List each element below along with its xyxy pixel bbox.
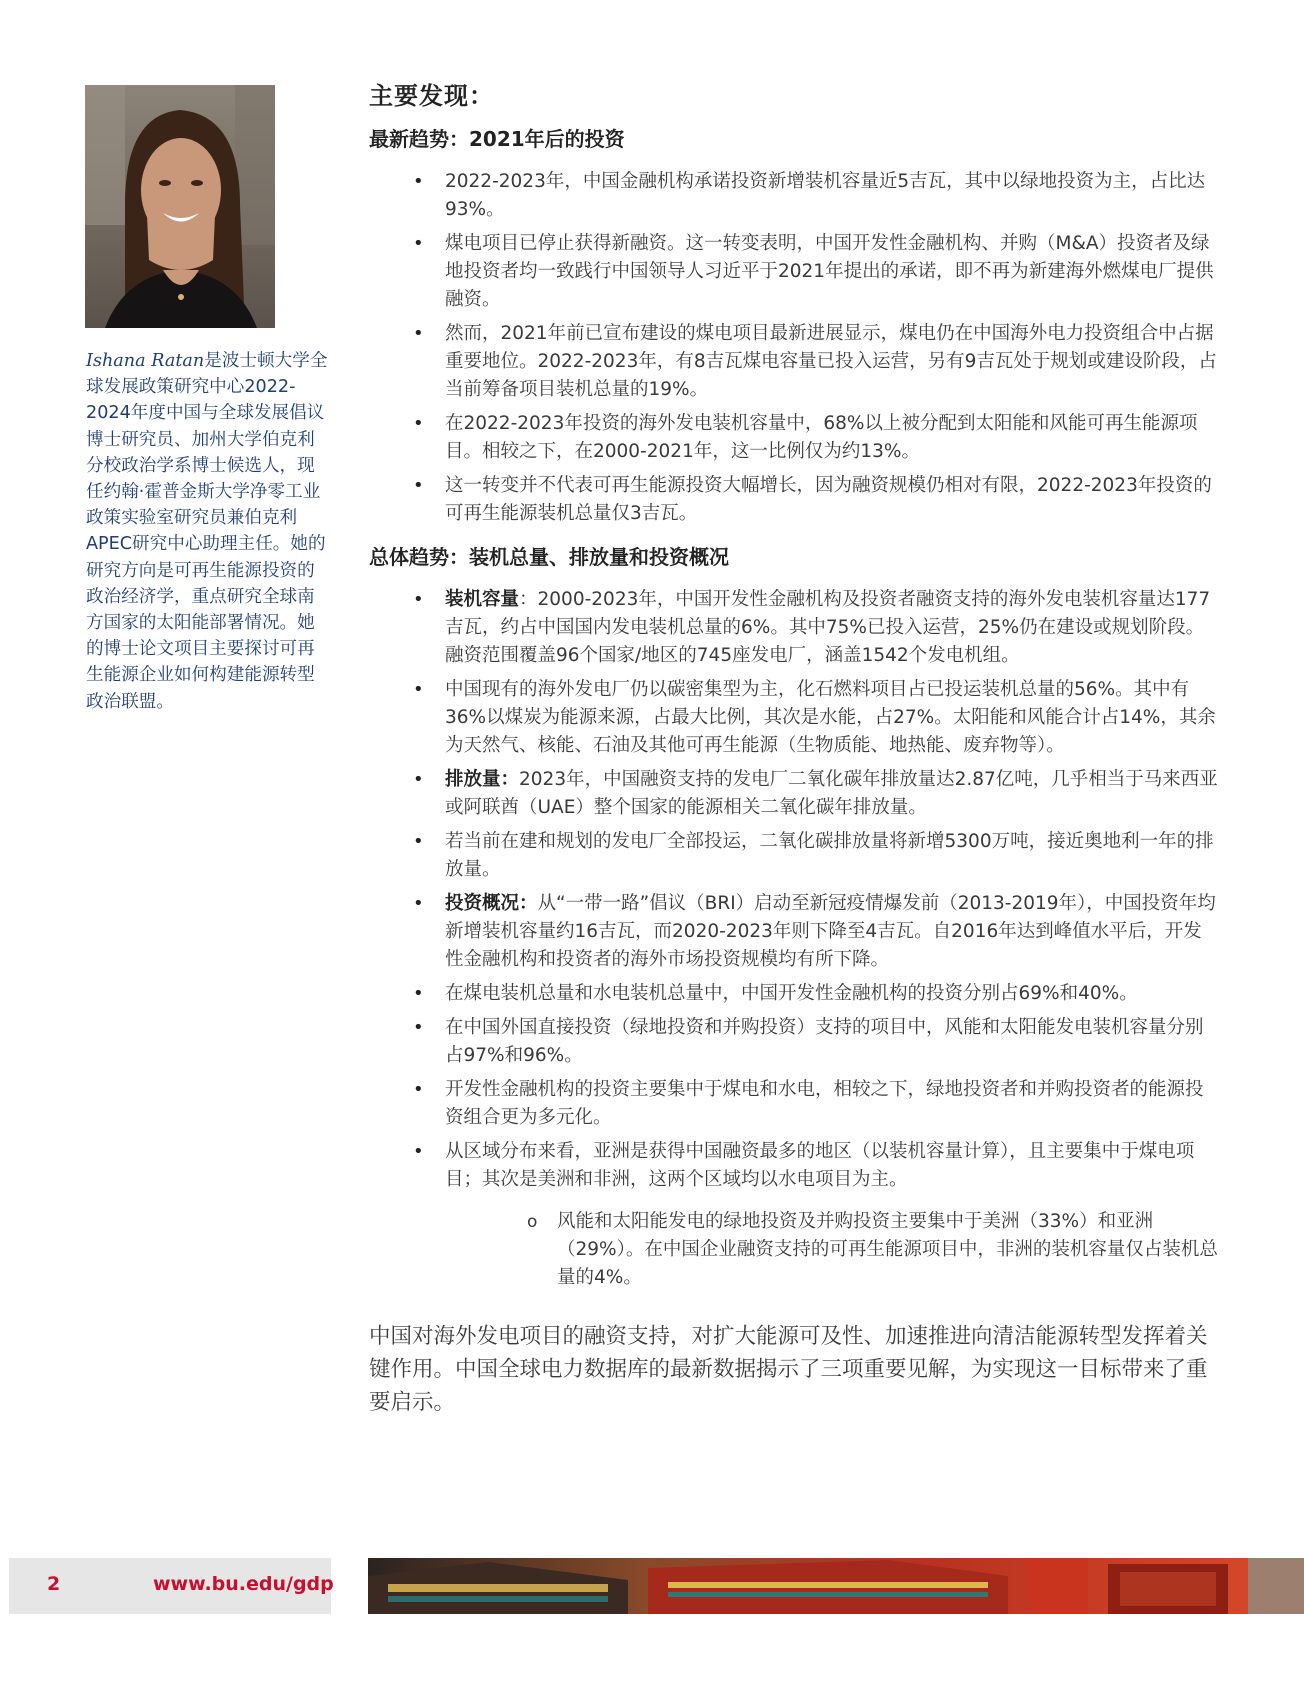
list-item-label: 排放量：: [445, 769, 520, 790]
chinese-architecture-banner-icon: [368, 1558, 1304, 1614]
list-item-text: 从“一带一路”倡议（BRI）启动至新冠疫情爆发前（2013-2019年），中国投资年均新增装机容量约16吉瓦，而2020-2023年则下降至4吉瓦。自2016年达到峰值水平后，开发性金融机构和投资者的海外市场投资规模均有所下降。: [445, 893, 1216, 970]
list-item: • 这一转变并不代表可再生能源投资大幅增长，因为融资规模仍相对有限，2022-2023年投资的可再生能源装机总量仅3吉瓦。: [369, 472, 1219, 528]
sub-list: [445, 1208, 1219, 1292]
list-item: [369, 586, 1219, 670]
list-item-text: 在中国外国直接投资（绿地投资和并购投资）支持的项目中，风能和太阳能发电装机容量分别占97%和96%。: [445, 1017, 1204, 1066]
list-item: [369, 1138, 1219, 1292]
list-item-text: 从区域分布来看，亚洲是获得中国融资最多的地区（以装机容量计算），且主要集中于煤电项目；其次是美洲和非洲，这两个区域均以水电项目为主。: [445, 1141, 1195, 1190]
overall-trends-list: [369, 586, 1219, 1292]
list-item-text: 若当前在建和规划的发电厂全部投运，二氧化碳排放量将新增5300万吨，接近奥地利一年的排放量。: [445, 831, 1214, 880]
list-item: [369, 890, 1219, 974]
page-title: 主要发现：: [369, 82, 494, 110]
overall-trends-section: [369, 542, 1219, 1292]
author-bio-text: 是波士顿大学全球发展政策研究中心2022-2024年度中国与全球发展倡议博士研究员、加州大学伯克利分校政治学系博士候选人，现任约翰·霍普金斯大学净零工业政策实验室研究员兼伯克利APEC研究中心助理主任。她的研究方向是可再生能源投资的政治经济学，重点研究全球南方国家的太阳能部署情况。她的博士论文项目主要探讨可再生能源企业如何构建能源转型政治联盟。: [86, 351, 328, 712]
list-item: • 在2022-2023年投资的海外发电装机容量中，68%以上被分配到太阳能和风能可再生能源项目。相较之下，在2000-2021年，这一比例仅为约13%。: [369, 410, 1219, 466]
list-item-text: 在煤电装机总量和水电装机总量中，中国开发性金融机构的投资分别占69%和40%。: [445, 983, 1138, 1004]
list-item: • 2022-2023年，中国金融机构承诺投资新增装机容量近5吉瓦，其中以绿地投资为主，占比达93%。: [369, 168, 1219, 224]
recent-trends-list: [369, 168, 1219, 528]
author-photo: [85, 85, 275, 328]
list-item-text: 中国现有的海外发电厂仍以碳密集型为主，化石燃料项目占已投运装机总量的56%。其中有36%以煤炭为能源来源，占最大比例，其次是水能，占27%。太阳能和风能合计占14%，其余为天然气、核能、石油及其他可再生能源（生物质能、地热能、废弃物等）。: [445, 679, 1216, 756]
list-item: • 然而，2021年前已宣布建设的煤电项目最新进展显示，煤电仍在中国海外电力投资组合中占据重要地位。2022-2023年，有8吉瓦煤电容量已投入运营，另有9吉瓦处于规划或建设阶段，占当前筹备项目装机总量的19%。: [369, 320, 1219, 404]
author-bio: [86, 348, 332, 715]
list-item: [369, 980, 1219, 1008]
list-item-text: ：2000-2023年，中国开发性金融机构及投资者融资支持的海外发电装机容量达177吉瓦，约占中国国内发电装机总量的6%。其中75%已投入运营，25%仍在建设或规划阶段。融资范围覆盖96个国家/地区的745座发电厂，涵盖1542个发电机组。: [445, 589, 1211, 666]
footer-banner-image: [368, 1558, 1304, 1614]
section-heading-recent-trends: 最新趋势：2021年后的投资: [369, 127, 625, 151]
footer-bar: [9, 1558, 334, 1614]
sub-list-item: o 风能和太阳能发电的绿地投资及并购投资主要集中于美洲（33%）和亚洲（29%）。在中国企业融资支持的可再生能源项目中，非洲的装机容量仅占装机总量的4%。: [445, 1208, 1219, 1292]
list-item: [369, 1076, 1219, 1132]
list-item: • 煤电项目已停止获得新融资。这一转变表明，中国开发性金融机构、并购（M&A）投资者及绿地投资者均一致践行中国领导人习近平于2021年提出的承诺，即不再为新建海外燃煤电厂提供融资。: [369, 230, 1219, 314]
list-item-text: 2023年，中国融资支持的发电厂二氧化碳年排放量达2.87亿吨，几乎相当于马来西亚或阿联酋（UAE）整个国家的能源相关二氧化碳年排放量。: [445, 769, 1218, 818]
list-item: [369, 676, 1219, 760]
list-item-label: 投资概况：: [445, 893, 538, 914]
list-item-label: 装机容量: [445, 589, 520, 610]
footer-url-link[interactable]: www.bu.edu/gdp: [153, 1573, 334, 1595]
page-number: 2: [47, 1573, 61, 1595]
section-heading-overall-trends: 总体趋势：装机总量、排放量和投资概况: [369, 545, 729, 569]
list-item: [369, 828, 1219, 884]
author-portrait-icon: [85, 85, 275, 328]
list-item: [369, 1014, 1219, 1070]
main-content: [369, 76, 1219, 1441]
list-item: [369, 766, 1219, 822]
closing-paragraph: 中国对海外发电项目的融资支持，对扩大能源可及性、加速推进向清洁能源转型发挥着关键作用。中国全球电力数据库的最新数据揭示了三项重要见解，为实现这一目标带来了重要启示。: [369, 1324, 1208, 1415]
author-name: Ishana Ratan: [86, 351, 205, 371]
list-item-text: 开发性金融机构的投资主要集中于煤电和水电，相较之下，绿地投资者和并购投资者的能源投资组合更为多元化。: [445, 1079, 1204, 1128]
